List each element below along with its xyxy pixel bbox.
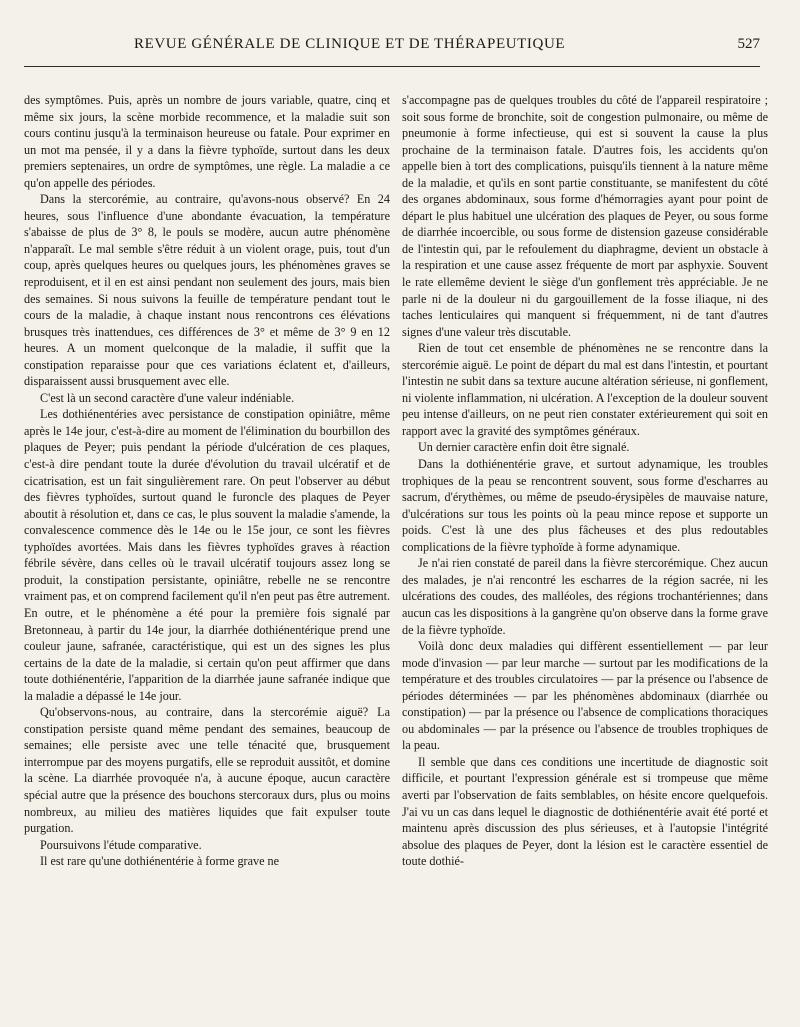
- paragraph: Je n'ai rien constaté de pareil dans la fièvre stercorémique. Chez aucun des malades, je n'ai rencontré les escharres de la région sacrée, ni les ulcérations des coudes, des malléoles, des régions trochantériennes; dans aucun cas les dispositions à la gangrène qu'on observe dans la forme grave de la fièvre typhoïde.: [402, 556, 768, 637]
- paragraph: Dans la stercorémie, au contraire, qu'avons-nous observé? En 24 heures, sous l'influence d'une abondante évacuation, la température s'abaisse de plus de 3° 8, le pouls se modère, aucun autre phénomène n'apparaît. Le mal semble s'être réduit à un violent orage, puis, tout d'un coup, après quelques heures ou quelques jours, les phénomènes graves se reproduisent, et il en est ainsi pendant non seulement des jours, mais bien des semaines. Si nous suivons la feuille de température pendant tout le cours de la maladie, à chaque instant nous rencontrons ces élévations brusques très inattendues, ces différences de 3° et même de 3° 9 en 12 heures. A un moment quelconque de la maladie, il suffit que la constipation reparaisse pour que ces variations éclatent et, d'ailleurs, disparaissent aussi brusquement avec elle.: [24, 192, 390, 389]
- left-column: [24, 92, 390, 870]
- text-columns: [24, 92, 768, 870]
- paragraph: Les dothiénentéries avec persistance de constipation opiniâtre, même après le 14e jour, c'est-à-dire au moment de l'élimination du bourbillon des plaques de Peyer; puis pendant la période d'ulcération de ces plaques, c'est-à dire pendant toute la durée d'évolution du travail ulcératif et de cicatrisation, est un fait singulièrement rare. On peut l'observer au début des fièvres typhoïdes, surtout quand le furoncle des plaques de Peyer aboutit à résolution et, dans ce cas, le plus souvent la maladie s'amende, la convalescence commence dès le 14e ou le 15e jour, ce sont les fièvres typhoïdes avortées. Mais dans les fièvres typhoïdes graves à réaction fébrile sévère, dans celles où le travail ulcératif toujours assez long se produit, la constipation persistante, opiniâtre, rebelle ne se rencontre vraiment pas, et on comprend facilement qu'il n'en peut pas être autrement. En outre, et le phénomène a été pour la première fois signalé par Bretonneau, à partir du 14e jour, la diarrhée dothiénentérique prend une couleur jaune, safranée, caractéristique, qui est un des signes les plus certains de la date de la maladie, si certain qu'on peut affirmer que dans toute dothiénentérie, l'apparition de la diarrhée jaune safranée indique que la maladie a dépassé le 14e jour.: [24, 407, 390, 703]
- page-header: [24, 36, 760, 60]
- header-rule: [24, 66, 760, 67]
- running-title: REVUE GÉNÉRALE DE CLINIQUE ET DE THÉRAPEUTIQUE: [134, 36, 566, 52]
- paragraph: Un dernier caractère enfin doit être signalé.: [418, 440, 630, 455]
- paragraph: Poursuivons l'étude comparative.: [40, 837, 202, 852]
- paragraph: s'accompagne pas de quelques troubles du côté de l'appareil respiratoire ; soit sous forme de bronchite, soit de congestion pulmonaire, ou même de pneumonie à forme infectieuse, qui est si souvent la cause la plus prochaine de la terminaison fatale. D'autres fois, les accidents qu'on appelle bien à tort des complications, puisqu'ils tiennent à la nature même de la maladie, et qu'ils en sont partie constituante, se manifestent du côté des organes abdominaux, sous forme d'hémorragies ayant pour point de départ le plus habituel une ulcération des plaques de Peyer, ou sous forme de diarrhée incoercible, ou sous forme de distension gazeuse considérable de l'intestin qui, par le refoulement du diaphragme, devient un obstacle à la respiration et une cause assez fréquente de mort par asphyxie. Souvent le rate ellemême devient le siège d'un gonflement très appréciable. Je ne parle ni de la douleur ni du gargouillement de la fosse iliaque, ni des taches lenticulaires qui manquent si fréquemment, ni de tant d'autres signes d'une valeur très discutable.: [402, 93, 768, 339]
- paragraph: Rien de tout cet ensemble de phénomènes ne se rencontre dans la stercorémie aiguë. Le point de départ du mal est dans l'intestin, et pourtant l'intestin ne subit dans sa texture aucune altération sérieuse, ni gonflement, ni violente inflammation, ni ulcération. A l'exception de la douleur souvent peu intense d'ailleurs, on ne peut rien constater extérieurement qui soit en rapport avec la gravité des symptômes généraux.: [402, 341, 768, 438]
- paragraph: Il est rare qu'une dothiénentérie à forme grave ne: [40, 854, 280, 869]
- paragraph: Dans la dothiénentérie grave, et surtout adynamique, les troubles trophiques de la peau se rencontrent souvent, sous forme d'escharres au sacrum, d'érythèmes, ou même de pseudo-érysipèles de mauvaise nature, d'ulcérations sur tous les points où la peau mince repose et supporte un poids. C'est là une des plus fâcheuses et des plus redoutables complications de la fièvre typhoïde à forme adynamique.: [402, 457, 768, 554]
- paragraph: Il semble que dans ces conditions une incertitude de diagnostic soit difficile, et pourtant l'expression générale est si trompeuse que même averti par l'observation de faits semblables, on hésite encore quelquefois. J'ai vu un cas dans lequel le diagnostic de dothiénentérie avait été porté et maintenu après discussion des plus sérieuses, et à l'autopsie l'intégrité absolue des plaques de Peyer, dont la lésion est le caractère essentiel de toute dothié-: [402, 754, 768, 869]
- paragraph: Qu'observons-nous, au contraire, dans la stercorémie aiguë? La constipation persiste quand même pendant des semaines, beaucoup de semaines; elle persiste avec une telle ténacité que, brusquement interrompue par des moyens purgatifs, elle se reproduit aussitôt, et domine la scène. La diarrhée provoquée n'a, à aucune époque, aucun caractère spécial autre que la présence des bouchons stercoraux durs, plus ou moins nombreux, au milieu des matières liquides que fait expulser toute purgation.: [24, 705, 390, 836]
- paragraph: C'est là un second caractère d'une valeur indéniable.: [40, 390, 295, 405]
- paragraph: des symptômes. Puis, après un nombre de jours variable, quatre, cinq et même six jours, la scène morbide recommence, et la maladie suit son cours continu jusqu'à la terminaison heureuse ou fatale. Pour exprimer en un mot ma pensée, il y a dans la fièvre typhoïde, surtout dans les deux premiers septenaires, un ordre de symptômes, une règle. La maladie a ce qu'on appelle des périodes.: [24, 93, 390, 190]
- page-number: 527: [737, 36, 760, 52]
- right-column: [402, 92, 768, 870]
- paragraph: Voilà donc deux maladies qui diffèrent essentiellement — par leur mode d'invasion — par leur marche — surtout par les modifications de la température et des troubles circulatoires — par la présence ou l'absence de périodes déterminées — par les phénomènes abdominaux (diarrhée ou constipation) — par la présence ou l'absence de complications thoraciques ou abdominales — par la présence ou l'absence de troubles trophiques de la peau.: [402, 639, 768, 753]
